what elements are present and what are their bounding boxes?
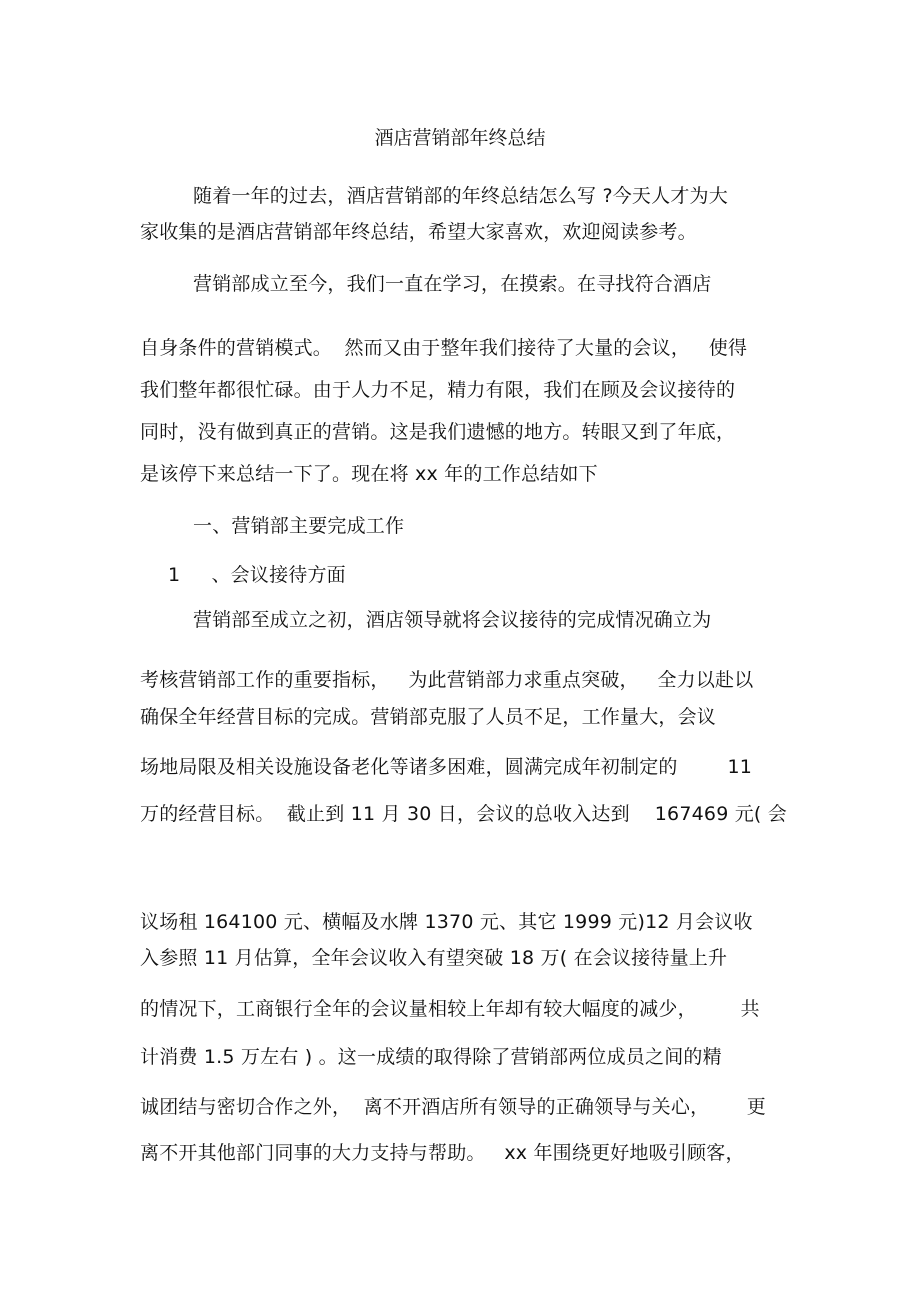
paragraph-line: 我们整年都很忙碌。由于人力不足，精力有限，我们在顾及会议接待的 xyxy=(140,379,736,401)
paragraph-line: 同时，没有做到真正的营销。这是我们遗憾的地方。转眼又到了年底， xyxy=(140,421,736,443)
paragraph-line: 入参照 11 月估算，全年会议收入有望突破 18 万( 在会议接待量上升 xyxy=(140,947,728,969)
paragraph-line: 诚团结与密切合作之外， 离不开酒店所有领导的正确领导与关心， 更 xyxy=(140,1096,766,1118)
paragraph-line: 万的经营目标。 截止到 11 月 30 日，会议的总收入达到 167469 元( 会 xyxy=(140,803,787,825)
subsection-heading: 1 、会议接待方面 xyxy=(168,564,346,586)
document-title: 酒店营销部年终总结 xyxy=(374,127,546,149)
paragraph-line: 场地局限及相关设施设备老化等诸多困难，圆满完成年初制定的 11 xyxy=(140,756,753,778)
paragraph-line: 的情况下，工商银行全年的会议量相较上年却有较大幅度的减少， 共 xyxy=(140,998,760,1020)
paragraph-line: 确保全年经营目标的完成。营销部克服了人员不足，工作量大，会议 xyxy=(140,706,717,728)
paragraph-line: 营销部成立至今，我们一直在学习，在摸索。在寻找符合酒店 xyxy=(193,273,712,295)
paragraph-line: 营销部至成立之初，酒店领导就将会议接待的完成情况确立为 xyxy=(193,609,712,631)
paragraph-line: 计消费 1.5 万左右 ) 。这一成绩的取得除了营销部两位成员之间的精 xyxy=(140,1046,722,1068)
paragraph-line: 家收集的是酒店营销部年终总结，希望大家喜欢，欢迎阅读参考。 xyxy=(140,221,697,243)
paragraph-line: 议场租 164100 元、横幅及水牌 1370 元、其它 1999 元)12 月会议收 xyxy=(140,911,753,933)
paragraph-line: 是该停下来总结一下了。现在将 xx 年的工作总结如下 xyxy=(140,463,598,485)
paragraph-line: 自身条件的营销模式。 然而又由于整年我们接待了大量的会议， 使得 xyxy=(140,337,748,359)
paragraph-line: 离不开其他部门同事的大力支持与帮助。 xx 年围绕更好地吸引顾客， xyxy=(140,1142,745,1164)
paragraph-line: 考核营销部工作的重要指标， 为此营销部力求重点突破， 全力以赴以 xyxy=(140,669,754,691)
paragraph-line: 随着一年的过去，酒店营销部的年终总结怎么写 ?今天人才为大 xyxy=(193,185,728,207)
section-heading: 一、营销部主要完成工作 xyxy=(193,515,405,537)
